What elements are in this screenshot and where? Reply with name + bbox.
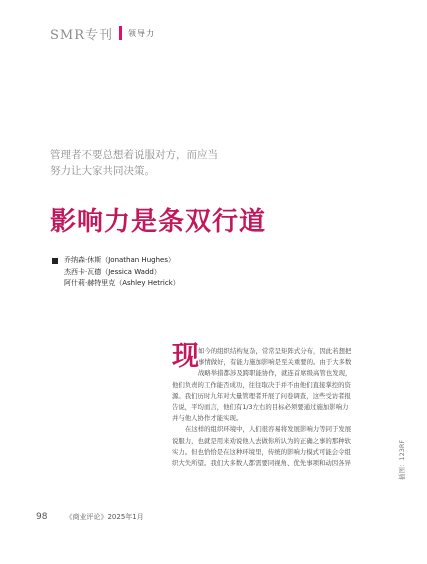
page-footer xyxy=(36,512,144,522)
section-label: 领导力 xyxy=(128,28,156,38)
body-line: 在这样的组织环境中，人们很容易将发展影响力等同于发展 xyxy=(185,425,352,434)
author-row xyxy=(52,278,180,290)
body-line: 如今的组织结构复杂，常常呈矩阵式分布，因此若想把 xyxy=(198,347,352,355)
author-row xyxy=(52,255,180,267)
body-line: 告说，平均而言，他们有1/3左右的目标必须要通过施加影响力 xyxy=(172,403,349,412)
article-title: 影响力是条双行道 xyxy=(50,207,267,237)
body-line: 事情做好，有能力施加影响是至关重要的。由于大多数 xyxy=(198,358,352,367)
author-name: 乔纳森·休斯（Jonathan Hughes） xyxy=(64,256,175,264)
bullet-square-icon xyxy=(52,258,58,264)
section-header xyxy=(50,20,155,46)
body-line: 源。我们历时九年对大量管理者开展了问卷调查，这些受访者报 xyxy=(172,391,351,400)
publication-info: 《商业评论》2025年1月 xyxy=(65,513,144,521)
article-deck xyxy=(50,147,290,179)
author-row xyxy=(52,267,180,279)
deck-line-1: 管理者不要总想着说服对方，而应当 xyxy=(50,149,218,161)
article-body xyxy=(172,346,384,469)
body-line: 战略举措都涉及跨职能协作，就连首席级高管也发现， xyxy=(198,369,352,378)
page-number: 98 xyxy=(36,512,48,522)
illustration-credit: 插图：123RF xyxy=(398,439,406,480)
body-line: 实力。但也恰恰是在这种环境里，传统的影响力模式可能会令组 xyxy=(172,447,351,456)
column-brand: SMR专刊 xyxy=(50,27,114,43)
author-name: 杰西卡·瓦德（Jessica Wadd） xyxy=(64,267,161,276)
body-line: 并与他人协作才能实现。 xyxy=(172,414,243,423)
body-line: 说服力，也就是用来劝说他人去做你所认为的正确之事的那种软 xyxy=(172,436,351,445)
drop-cap: 现 xyxy=(172,341,199,372)
header-divider xyxy=(119,26,122,40)
author-name: 阿什莉·赫特里克（Ashley Hetrick） xyxy=(64,279,180,287)
author-list xyxy=(52,255,180,290)
body-line: 他们负责的工作能否成功，往往取决于并不由他们直接掌控的资 xyxy=(172,380,351,389)
deck-line-2: 努力让大家共同决策。 xyxy=(50,165,155,177)
body-line: 织大失所望。我们大多数人都需要同视角、优先事项和动因各异 xyxy=(172,459,351,468)
